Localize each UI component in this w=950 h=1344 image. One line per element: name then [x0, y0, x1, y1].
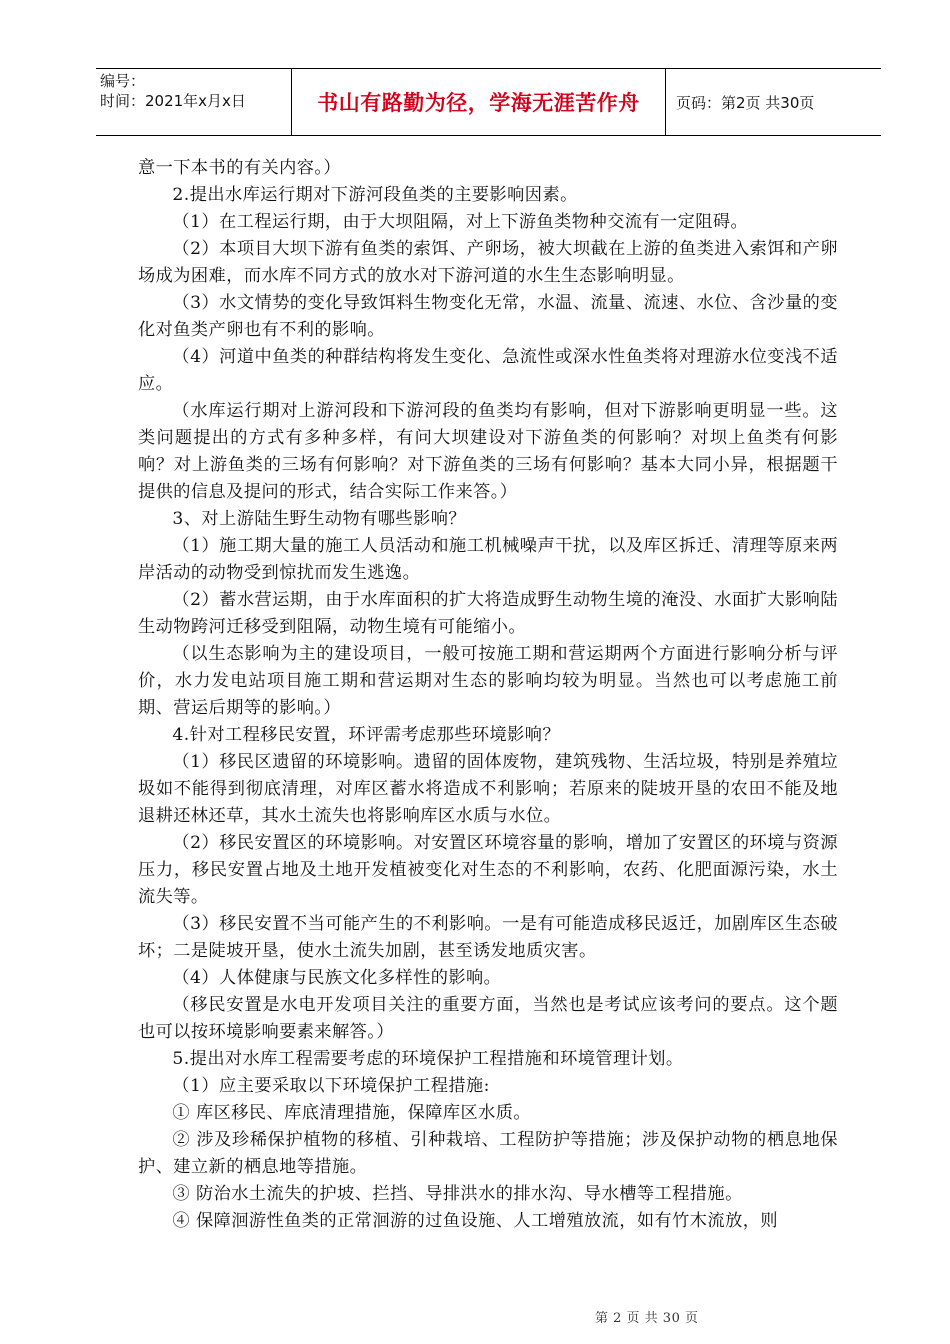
paragraph: ② 涉及珍稀保护植物的移植、引种栽培、工程防护等措施；涉及保护动物的栖息地保护、建立新的栖息地等措施。: [138, 1130, 838, 1177]
page-header: [96, 68, 881, 136]
paragraph: 5.提出对水库工程需要考虑的环境保护工程措施和环境管理计划。: [172, 1049, 684, 1069]
paragraph: ① 库区移民、库底清理措施，保障库区水质。: [172, 1103, 532, 1123]
paragraph: 意一下本书的有关内容。）: [138, 158, 342, 178]
paragraph: （4）河道中鱼类的种群结构将发生变化、急流性或深水性鱼类将对理游水位变浅不适应。: [138, 347, 838, 394]
paragraph: ③ 防治水土流失的护坡、拦挡、导排洪水的排水沟、导水槽等工程措施。: [172, 1184, 743, 1204]
paragraph: （1）在工程运行期，由于大坝阻隔，对上下游鱼类物种交流有一定阻碍。: [172, 212, 749, 232]
paragraph: （1）移民区遗留的环境影响。遗留的固体废物，建筑残物、生活垃圾，特别是养殖垃圾如不能得到彻底清理，对库区蓄水将造成不利影响；若原来的陡坡开垦的农田不能及地退耕还林还草，其水土流失也将影响库区水质与水位。: [138, 752, 838, 826]
paragraph: （1）应主要采取以下环境保护工程措施:: [172, 1076, 490, 1096]
header-page-number: 页码：第2页 共30页: [676, 93, 815, 112]
paragraph: （以生态影响为主的建设项目，一般可按施工期和营运期两个方面进行影响分析与评价，水力发电站项目施工期和营运期对生态的影响均较为明显。当然也可以考虑施工前期、营运后期等的影响。）: [138, 644, 838, 718]
paragraph: （2）蓄水营运期，由于水库面积的扩大将造成野生动物生境的淹没、水面扩大影响陆生动物跨河迁移受到阻隔，动物生境有可能缩小。: [138, 590, 838, 637]
paragraph: 2.提出水库运行期对下游河段鱼类的主要影响因素。: [172, 185, 578, 205]
paragraph: （2）移民安置区的环境影响。对安置区环境容量的影响，增加了安置区的环境与资源压力，移民安置占地及土地开发植被变化对生态的不利影响，农药、化肥面源污染，水土流失等。: [138, 833, 838, 907]
paragraph: 3、对上游陆生野生动物有哪些影响？: [172, 509, 466, 529]
header-motto: 书山有路勤为径，学海无涯苦作舟: [292, 69, 666, 135]
paragraph: （1）施工期大量的施工人员活动和施工机械噪声干扰，以及库区拆迁、清理等原来两岸活动的动物受到惊扰而发生逃逸。: [138, 536, 838, 583]
doc-number-label: 编号：: [100, 72, 146, 90]
paragraph: （3）水文情势的变化导致饵料生物变化无常，水温、流量、流速、水位、含沙量的变化对鱼类产卵也有不利的影响。: [138, 293, 838, 340]
paragraph: （水库运行期对上游河段和下游河段的鱼类均有影响，但对下游影响更明显一些。这类问题提出的方式有多种多样，有问大坝建设对下游鱼类的何影响？对坝上鱼类有何影响？对上游鱼类的三场有何影响？对下游鱼类的三场有何影响？基本大同小异，根据题干提供的信息及提问的形式，结合实际工作来答。）: [138, 401, 838, 502]
paragraph: 4.针对工程移民安置，环评需考虑那些环境影响？: [172, 725, 561, 745]
paragraph: （3）移民安置不当可能产生的不利影响。一是有可能造成移民返迁，加剧库区生态破坏；二是陡坡开垦，使水土流失加剧，甚至诱发地质灾害。: [138, 914, 838, 961]
paragraph: ④ 保障洄游性鱼类的正常洄游的过鱼设施、人工增殖放流，如有竹木流放，则: [172, 1211, 778, 1231]
page-footer: 第 2 页 共 30 页: [595, 1311, 699, 1326]
document-body: [138, 155, 838, 1235]
header-meta-cell: [96, 69, 292, 135]
doc-time: 时间：2021年x月x日: [100, 92, 246, 110]
paragraph: （2）本项目大坝下游有鱼类的索饵、产卵场，被大坝截在上游的鱼类进入索饵和产卵场成为困难，而水库不同方式的放水对下游河道的水生生态影响明显。: [138, 239, 838, 286]
paragraph: （移民安置是水电开发项目关注的重要方面，当然也是考试应该考问的要点。这个题也可以按环境影响要素来解答。）: [138, 995, 838, 1042]
paragraph: （4）人体健康与民族文化多样性的影响。: [172, 968, 502, 988]
